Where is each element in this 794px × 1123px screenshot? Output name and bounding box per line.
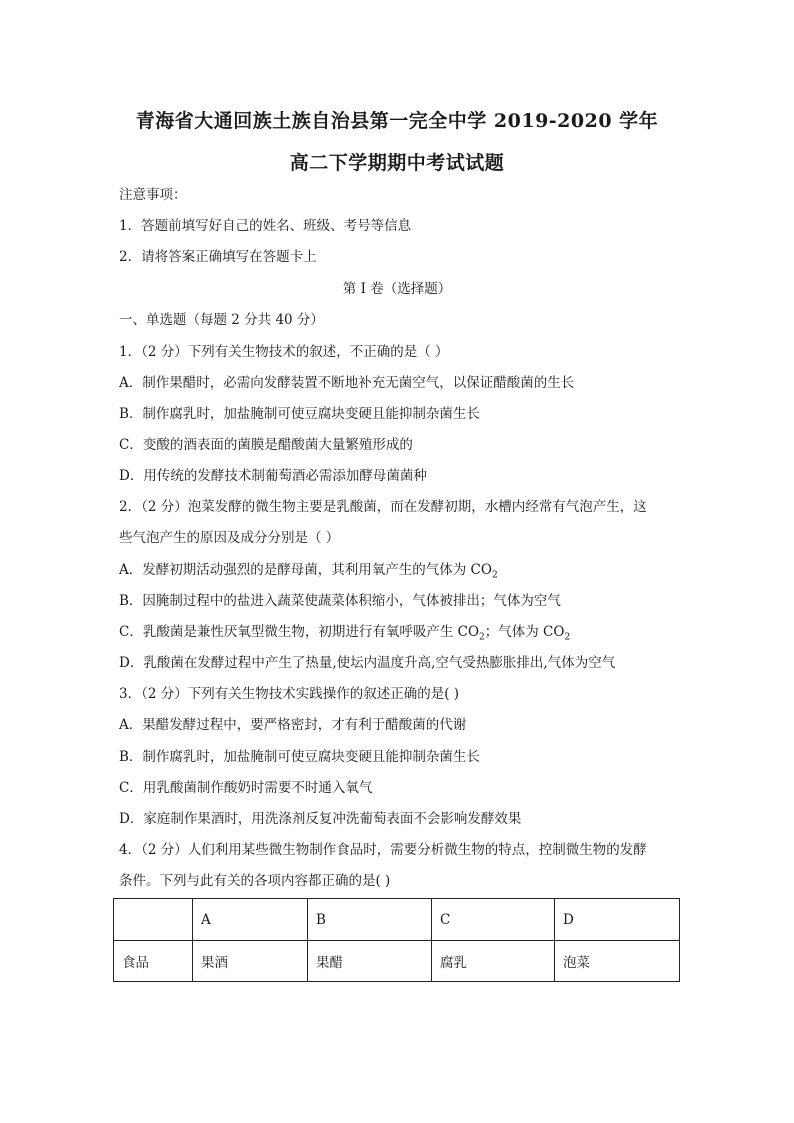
q3-option-d: D．家庭制作果酒时，用洗涤剂反复冲洗葡萄表面不会影响发酵效果 [119,811,522,827]
q4-stem-line-1: 4．（2 分）人们利用某些微生物制作食品时，需要分析微生物的特点，控制微生物的发酵 [119,842,647,858]
q1-stem: 1．（2 分）下列有关生物技术的叙述，不正确的是（ ） [119,344,449,360]
table-header-cell: A [193,899,308,941]
table-cell: 泡菜 [555,941,680,982]
q1-option-c: C．变酸的酒表面的菌膜是醋酸菌大量繁殖形成的 [119,437,413,453]
q1-option-a: A．制作果醋时，必需向发酵装置不断地补充无菌空气，以保证醋酸菌的生长 [119,375,575,391]
table-cell: 果醋 [308,941,432,982]
table-header-cell [114,899,193,941]
q3-stem: 3．（2 分）下列有关生物技术实践操作的叙述正确的是( ) [119,686,460,702]
q3-option-a: A．果醋发酵过程中，要严格密封，才有利于醋酸菌的代谢 [119,717,467,733]
q2-option-b: B．因腌制过程中的盐进入蔬菜使蔬菜体积缩小，气体被排出；气体为空气 [119,593,561,609]
table-cell: 腐乳 [432,941,555,982]
table-header-cell: B [308,899,432,941]
exam-title-line-2: 高二下学期期中考试试题 [289,152,505,174]
q2-option-d: D．乳酸菌在发酵过程中产生了热量,使坛内温度升高,空气受热膨胀排出,气体为空气 [119,655,616,671]
notice-item-1: 1．答题前填写好自己的姓名、班级、考号等信息 [119,218,412,234]
q2-option-c: C．乳酸菌是兼性厌氧型微生物，初期进行有氧呼吸产生 $CO_2$；气体为 $CO_2$ [119,624,571,643]
q4-stem-line-2: 条件。下列与此有关的各项内容都正确的是( ) [119,873,391,889]
table-cell: 果酒 [193,941,308,982]
q3-option-c: C．用乳酸菌制作酸奶时需要不时通入氧气 [119,780,373,796]
notice-item-2: 2．请将答案正确填写在答题卡上 [119,249,317,265]
part-heading: 一、单选题（每题 2 分共 40 分） [119,312,324,328]
table-cell: 食品 [114,941,193,982]
table-header-cell: C [432,899,555,941]
q1-option-b: B．制作腐乳时，加盐腌制可使豆腐块变硬且能抑制杂菌生长 [119,406,480,422]
section-title: 第 I 卷（选择题） [342,281,452,297]
notice-header: 注意事项： [119,187,187,203]
q3-option-b: B．制作腐乳时，加盐腌制可使豆腐块变硬且能抑制杂菌生长 [119,749,480,765]
q2-stem-line-1: 2．（2 分）泡菜发酵的微生物主要是乳酸菌，而在发酵初期，水槽内经常有气泡产生，这 [119,499,647,515]
table-header-cell: D [555,899,680,941]
q2-stem-line-2: 些气泡产生的原因及成分分别是（ ） [119,530,340,546]
q4-options-table [113,898,680,982]
exam-title-line-1: 青海省大通回族土族自治县第一完全中学 2019-2020 学年 [135,110,659,132]
table-header-row [114,899,680,941]
q2-option-a: A．发酵初期活动强烈的是酵母菌，其利用氧产生的气体为 $CO_2$ [119,562,498,581]
q1-option-d: D．用传统的发酵技术制葡萄酒必需添加酵母菌菌种 [119,468,427,484]
table-row [114,941,680,982]
